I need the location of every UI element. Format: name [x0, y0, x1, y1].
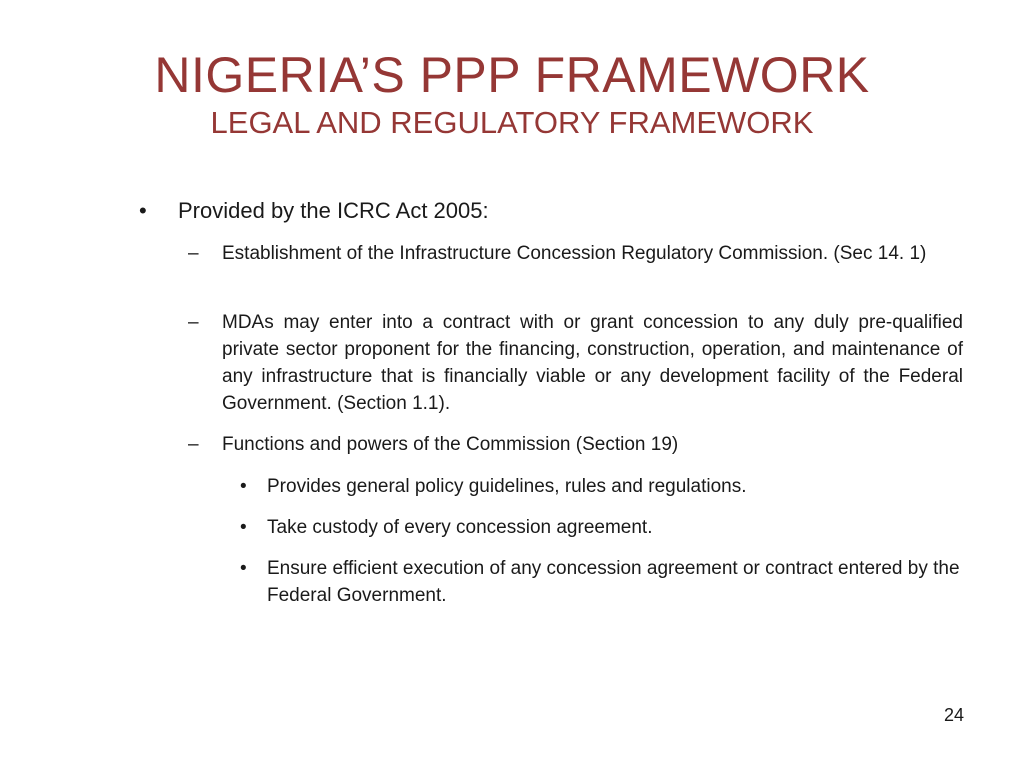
bullet-icon: • — [139, 198, 147, 223]
dash-icon: – — [188, 243, 199, 264]
sub-item-text: MDAs may enter into a contract with or grant concession to any duly pre-qualified private sector proponent for the financing, construction, operation, and maintenance of any infrastructure that is financially viable or any development facility of the Federal Government. (Section 1.1). — [222, 312, 963, 414]
sub-item-2 — [188, 309, 963, 417]
sub-sub-item-2 — [240, 514, 963, 541]
bullet-icon: • — [240, 558, 247, 579]
dash-icon: – — [188, 312, 199, 333]
bullet-icon: • — [240, 517, 247, 538]
page-number: 24 — [943, 705, 964, 725]
sub-item-1 — [188, 240, 963, 267]
slide-subtitle: LEGAL AND REGULATORY FRAMEWORK — [210, 105, 814, 140]
sub-sub-item-text: Provides general policy guidelines, rules and regulations. — [267, 476, 747, 497]
bullet-main-text: Provided by the ICRC Act 2005: — [178, 198, 489, 223]
sub-item-text: Functions and powers of the Commission (Section 19) — [222, 434, 679, 455]
sub-item-3 — [188, 431, 963, 458]
title-block — [0, 44, 1024, 140]
dash-icon: – — [188, 434, 199, 455]
sub-sub-item-text: Take custody of every concession agreement. — [267, 517, 653, 538]
sub-sub-item-text: Ensure efficient execution of any concession agreement or contract entered by the Federal Government. — [267, 558, 960, 606]
sub-item-text: Establishment of the Infrastructure Concession Regulatory Commission. (Sec 14. 1) — [222, 243, 927, 264]
bullet-icon: • — [240, 476, 247, 497]
sub-sub-item-1 — [240, 473, 963, 500]
slide-title: NIGERIA’S PPP FRAMEWORK — [154, 47, 870, 103]
sub-sub-item-3 — [240, 555, 963, 609]
